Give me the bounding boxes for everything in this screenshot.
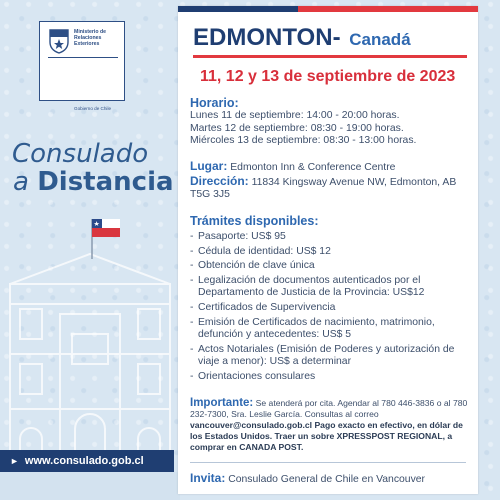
city-separator: -	[332, 24, 341, 51]
horario-line: Martes 12 de septiembre: 08:30 - 19:00 horas.	[190, 122, 404, 134]
website-url: www.consulado.gob.cl	[24, 455, 144, 467]
flag-stripe	[178, 6, 478, 12]
list-item: - Certificados de Supervivencia	[190, 302, 472, 315]
arrow-right-icon: ►	[10, 456, 19, 466]
list-item: - Obtención de clave única	[190, 260, 472, 273]
invita-label: Invita:	[190, 471, 226, 485]
chile-coat-of-arms-icon	[48, 28, 70, 54]
direccion-label: Dirección:	[190, 173, 249, 188]
ministry-name: Ministerio de Relaciones Exteriores	[74, 29, 106, 48]
tramites-section	[190, 214, 472, 386]
invita-section	[190, 472, 472, 487]
importante-section	[190, 398, 472, 453]
list-item: - Pasaporte: US$ 95	[190, 231, 472, 244]
list-item: - Actos Notariales (Emisión de Poderes y autorización de viaje a menor): US$ a determinar	[190, 344, 472, 369]
palacio-building-illustration	[0, 214, 180, 474]
city-title	[193, 24, 411, 52]
direccion-value: 11834 Kingsway Avenue NW, Edmonton, AB T5G 3J5	[190, 176, 457, 201]
tramites-list	[190, 231, 472, 384]
consulado-a-distancia-title	[12, 140, 174, 196]
title-emphasis: Distancia	[37, 167, 174, 197]
title-prefix: a	[13, 167, 29, 197]
bottom-strip	[0, 472, 180, 500]
lugar-label: Lugar:	[190, 159, 228, 173]
invita-value: Consulado General de Chile en Vancouver	[228, 474, 426, 485]
horario-section	[190, 96, 472, 148]
chile-flag-icon	[92, 219, 120, 259]
lugar-value: Edmonton Inn & Conference Centre	[230, 162, 396, 173]
horario-line: Lunes 11 de septiembre: 14:00 - 20:00 horas.	[190, 110, 400, 121]
horario-heading: Horario:	[190, 96, 239, 110]
country-name: Canadá	[349, 30, 411, 49]
title-line2	[12, 168, 174, 196]
list-item: - Legalización de documentos autenticados por el Departamento de Justicia de la Provincia: US$12	[190, 275, 472, 300]
importante-label: Importante:	[190, 397, 254, 409]
info-card	[178, 6, 478, 494]
logo-divider	[48, 57, 118, 58]
list-item: - Orientaciones consulares	[190, 371, 472, 384]
government-label: Gobierno de Chile	[74, 106, 112, 111]
list-item: - Cédula de identidad: US$ 12	[190, 246, 472, 259]
ministry-logo	[39, 21, 125, 111]
title-underline	[193, 55, 467, 58]
title-line1: Consulado	[12, 139, 149, 169]
website-link[interactable]	[0, 450, 174, 472]
consulate-email-link[interactable]: vancouver@consulado.gob.cl	[190, 420, 313, 430]
importante-text: Se atenderá por cita. Agendar al 780 446-3836 o al 780 232-7300, Sra. Leslie García. Consultas al correo	[190, 398, 468, 419]
horario-line: Miércoles 13 de septiembre: 08:30 - 13:00 horas.	[190, 135, 417, 147]
list-item: - Emisión de Certificados de nacimiento, matrimonio, defunción y antecedentes: US$ 5	[190, 317, 472, 342]
tramites-heading: Trámites disponibles:	[190, 214, 319, 228]
event-dates: 11, 12 y 13 de septiembre de 2023	[200, 68, 456, 85]
location-section	[190, 160, 472, 202]
divider	[190, 462, 466, 463]
importante-bold-text: Pago exacto en efectivo, en dólar de los Estados Unidos. Traer un sobre XPRESSPOST REGIONAL, a comprar en CANADA POST.	[190, 420, 463, 452]
city-name: EDMONTON	[193, 24, 333, 51]
